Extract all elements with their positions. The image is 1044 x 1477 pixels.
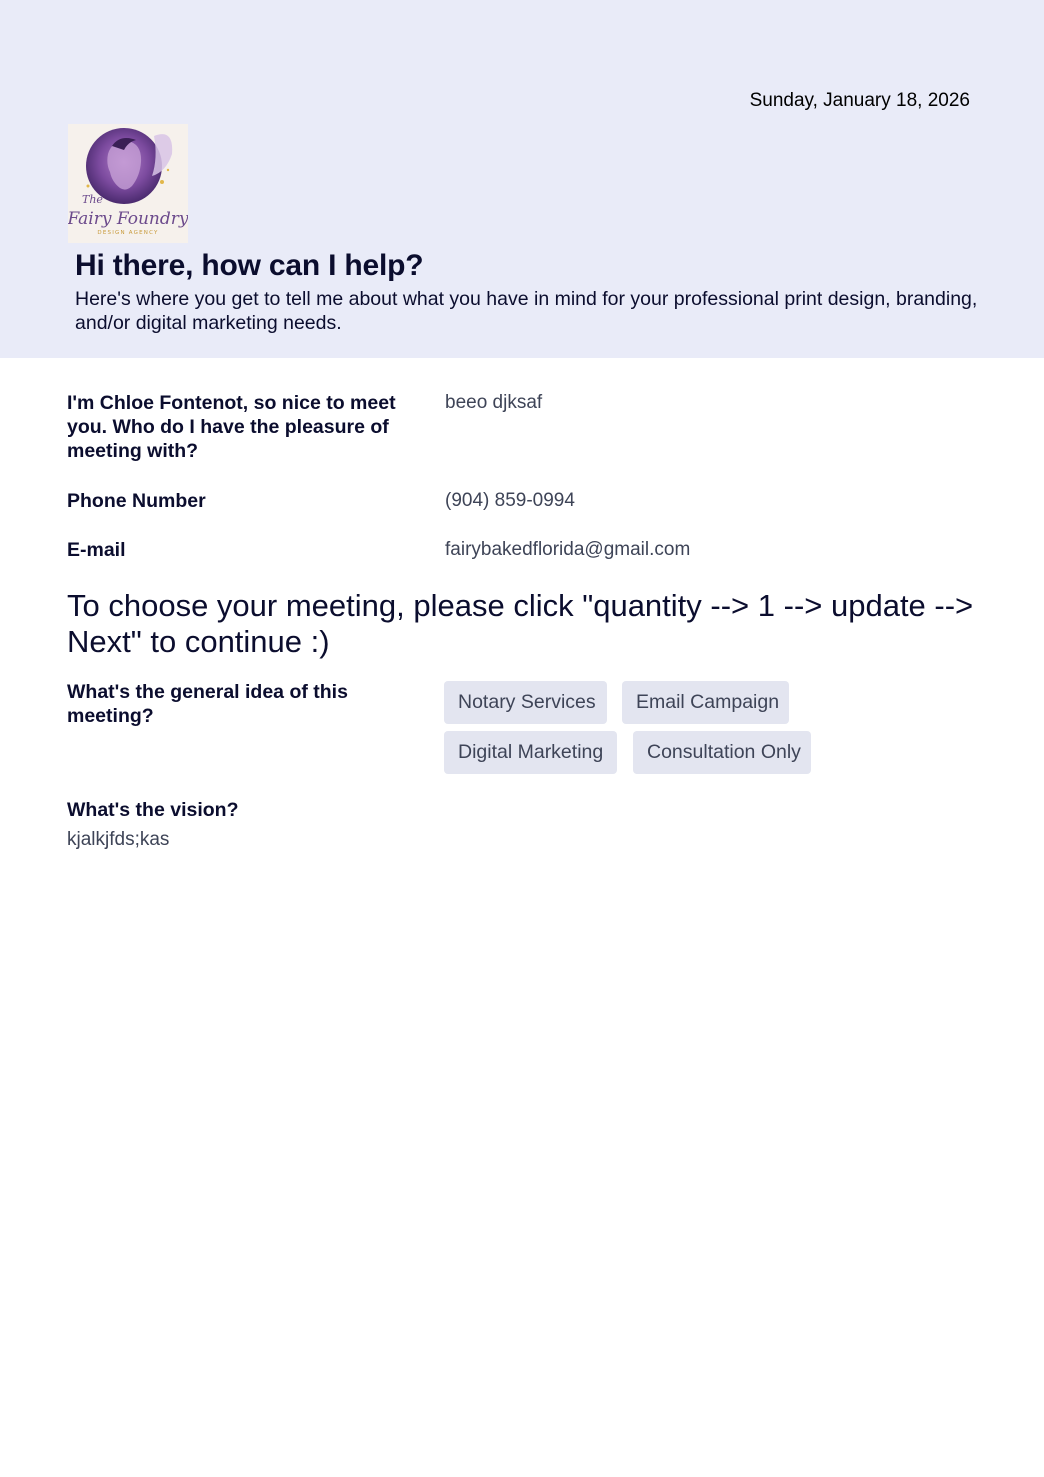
phone-field-value: (904) 859-0994 [445, 490, 575, 511]
logo-text-the: The [82, 193, 103, 206]
meeting-instructions-heading: To choose your meeting, please click "quantity --> 1 --> update --> Next" to continue :) [67, 588, 974, 659]
option-chip: Email Campaign [622, 681, 789, 724]
option-chip: Digital Marketing [444, 731, 617, 774]
option-chip: Notary Services [444, 681, 607, 724]
logo-graphic [68, 124, 188, 243]
date-text: Sunday, January 18, 2026 [749, 90, 970, 111]
page-subtitle: Here's where you get to tell me about what you have in mind for your professional print design, branding, and/or digital marketing needs. [75, 288, 978, 334]
name-field-value: beeo djksaf [445, 392, 543, 413]
vision-label: What's the vision? [67, 799, 239, 821]
phone-field-label: Phone Number [67, 490, 206, 512]
logo-text-tagline: DESIGN AGENCY [97, 230, 159, 236]
email-field-label: E-mail [67, 539, 126, 561]
fairy-foundry-logo [68, 124, 188, 243]
header-banner [0, 0, 1044, 358]
page-title: Hi there, how can I help? [75, 249, 424, 282]
meeting-idea-label: What's the general idea of this meeting? [67, 681, 348, 727]
name-field-label: I'm Chloe Fontenot, so nice to meet you. Who do I have the pleasure of meeting with? [67, 392, 396, 462]
logo-text-name: Fairy Foundry [68, 209, 188, 229]
option-chip: Consultation Only [633, 731, 811, 774]
vision-value: kjalkjfds;kas [67, 829, 170, 850]
email-field-value: fairybakedflorida@gmail.com [445, 539, 691, 560]
